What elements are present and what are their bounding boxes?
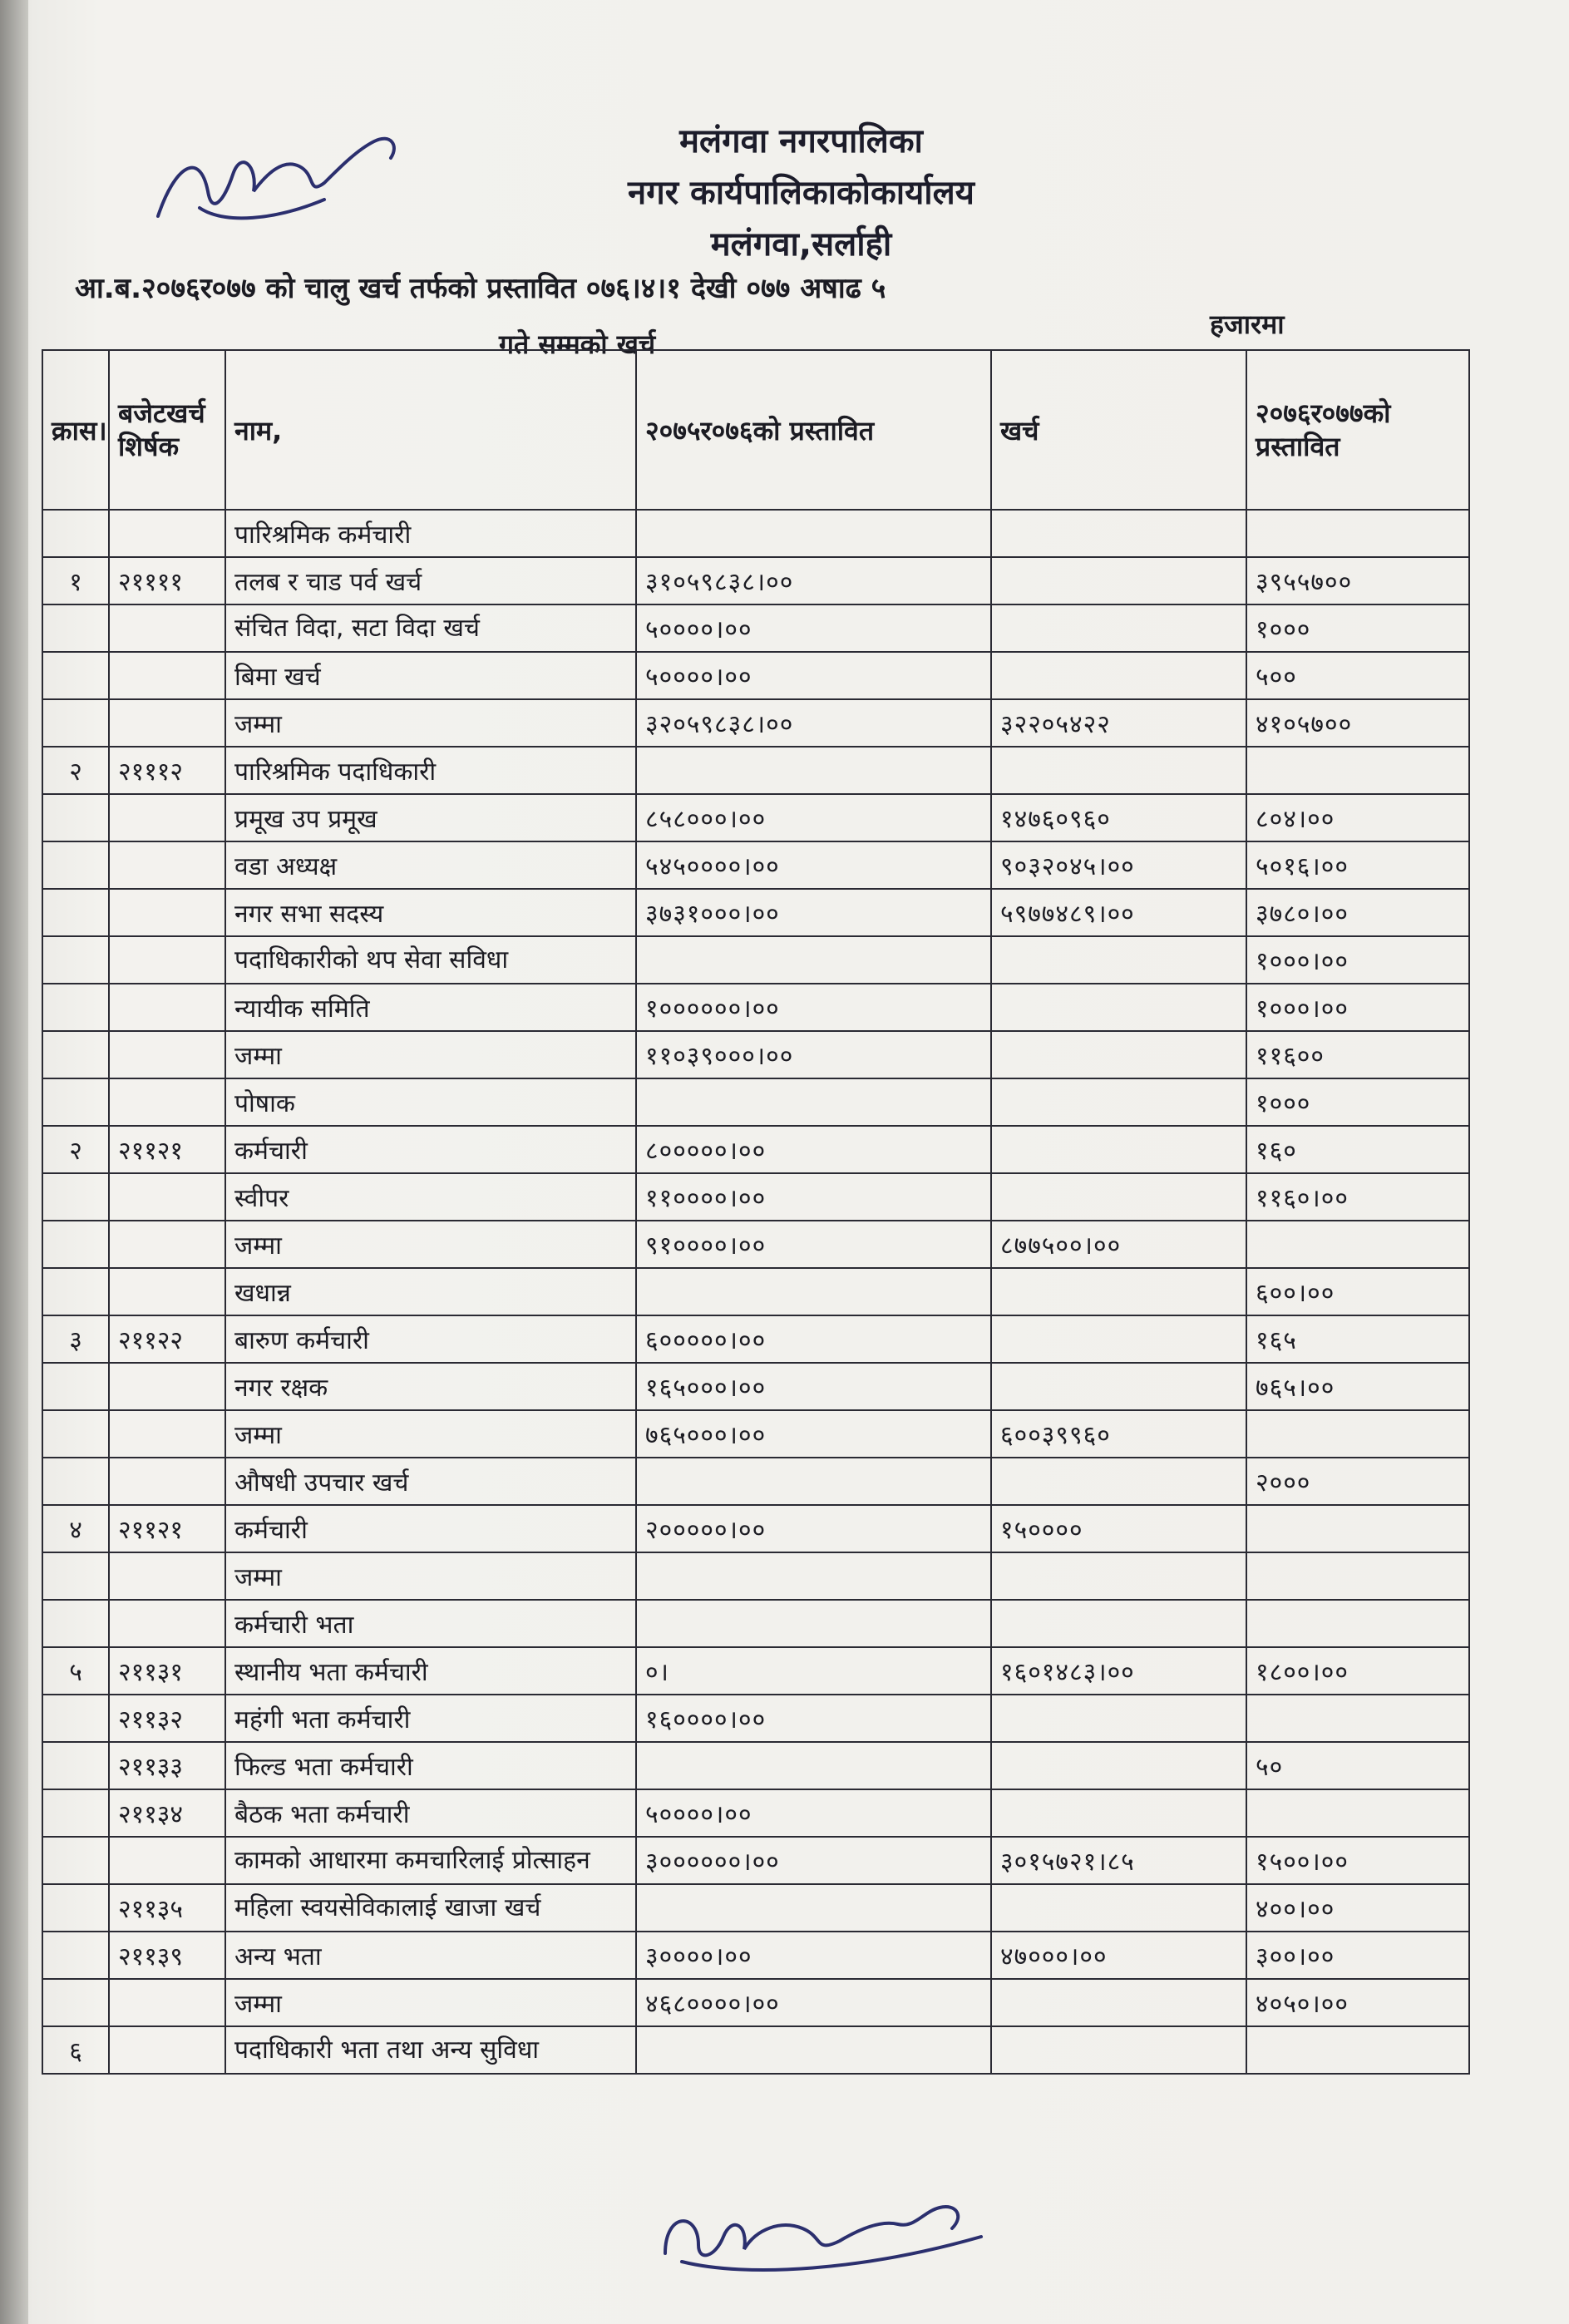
cell-prev: ३७३१०००।००	[636, 889, 991, 936]
cell-prop	[1246, 747, 1469, 794]
cell-prop	[1246, 1221, 1469, 1268]
cell-prop: १०००	[1246, 1078, 1469, 1126]
cell-krama	[42, 889, 109, 936]
municipality-name: मलंगवा नगरपालिका	[679, 122, 923, 160]
cell-krama	[42, 1932, 109, 1979]
cell-name: कर्मचारी भता	[225, 1600, 636, 1647]
cell-name: बिमा खर्च	[225, 652, 636, 699]
cell-prev: ८५८०००।००	[636, 794, 991, 841]
cell-prev: ५००००।००	[636, 604, 991, 652]
cell-code	[109, 841, 225, 889]
cell-name: वडा अध्यक्ष	[225, 841, 636, 889]
cell-prop	[1246, 1600, 1469, 1647]
cell-name: नगर रक्षक	[225, 1363, 636, 1410]
cell-prev	[636, 1458, 991, 1505]
cell-krama	[42, 1789, 109, 1837]
cell-name: खधान्न	[225, 1268, 636, 1315]
table-row	[42, 1647, 1469, 1695]
table-row	[42, 1268, 1469, 1315]
cell-prop: ३९५५७००	[1246, 557, 1469, 604]
cell-code: २११२२	[109, 1315, 225, 1363]
cell-prop	[1246, 1410, 1469, 1458]
cell-prop: ११६००	[1246, 1031, 1469, 1078]
cell-prev: ६०००००।००	[636, 1315, 991, 1363]
cell-prop: १०००।००	[1246, 984, 1469, 1031]
cell-exp	[991, 1268, 1246, 1315]
cell-code	[109, 1221, 225, 1268]
cell-exp: ९०३२०४५।००	[991, 841, 1246, 889]
cell-krama	[42, 1742, 109, 1789]
cell-prop	[1246, 1695, 1469, 1742]
cell-prop	[1246, 1789, 1469, 1837]
cell-prev	[636, 510, 991, 557]
cell-prop: ५००	[1246, 652, 1469, 699]
cell-prop	[1246, 510, 1469, 557]
cell-prev: २०००००।००	[636, 1505, 991, 1552]
cell-prev: ४६८००००।००	[636, 1979, 991, 2026]
cell-krama	[42, 604, 109, 652]
unit-label: हजारमा	[1210, 308, 1285, 340]
header-krama: क्रास।	[42, 350, 109, 510]
table-row	[42, 1363, 1469, 1410]
cell-krama	[42, 984, 109, 1031]
cell-name: स्थानीय भता कर्मचारी	[225, 1647, 636, 1695]
cell-krama	[42, 1458, 109, 1505]
cell-code	[109, 699, 225, 747]
cell-code	[109, 1410, 225, 1458]
cell-krama	[42, 1410, 109, 1458]
cell-krama	[42, 510, 109, 557]
table-row	[42, 1458, 1469, 1505]
cell-exp: ३०१५७२१।८५	[991, 1837, 1246, 1884]
cell-prev: ८०००००।००	[636, 1126, 991, 1173]
cell-name: महिला स्वयसेविकालाई खाजा खर्च	[225, 1884, 636, 1932]
cell-code: २११११	[109, 557, 225, 604]
cell-exp	[991, 1552, 1246, 1600]
table-row	[42, 1126, 1469, 1173]
cell-prev: १६५०००।००	[636, 1363, 991, 1410]
cell-krama	[42, 699, 109, 747]
table-row	[42, 747, 1469, 794]
cell-prev	[636, 1078, 991, 1126]
table-row	[42, 889, 1469, 936]
cell-krama	[42, 841, 109, 889]
table-row	[42, 1552, 1469, 1600]
table-row	[42, 1173, 1469, 1221]
cell-krama	[42, 1979, 109, 2026]
table-row	[42, 936, 1469, 984]
cell-exp	[991, 984, 1246, 1031]
cell-name: तलब र चाड पर्व खर्च	[225, 557, 636, 604]
cell-code: २११३१	[109, 1647, 225, 1695]
cell-code	[109, 1979, 225, 2026]
cell-krama	[42, 936, 109, 984]
cell-prev: ५४५००००।००	[636, 841, 991, 889]
cell-krama	[42, 794, 109, 841]
cell-exp	[991, 1695, 1246, 1742]
cell-prop: ४००।००	[1246, 1884, 1469, 1932]
cell-krama: २	[42, 1126, 109, 1173]
table-row	[42, 1979, 1469, 2026]
cell-exp	[991, 1742, 1246, 1789]
location-name: मलंगवा,सर्लाही	[710, 225, 892, 264]
cell-exp	[991, 1979, 1246, 2026]
cell-name: पारिश्रमिक कर्मचारी	[225, 510, 636, 557]
table-row	[42, 699, 1469, 747]
table-row	[42, 794, 1469, 841]
cell-code	[109, 604, 225, 652]
cell-code	[109, 652, 225, 699]
cell-exp: १६०१४८३।००	[991, 1647, 1246, 1695]
cell-prev: ३००००।००	[636, 1932, 991, 1979]
cell-exp	[991, 1126, 1246, 1173]
cell-prev: ९१००००।००	[636, 1221, 991, 1268]
cell-name: बैठक भता कर्मचारी	[225, 1789, 636, 1837]
cell-name: कामको आधारमा कमचारिलाई प्रोत्साहन	[225, 1837, 636, 1884]
cell-krama	[42, 1268, 109, 1315]
cell-exp	[991, 1789, 1246, 1837]
cell-prop: १८००।००	[1246, 1647, 1469, 1695]
table-row	[42, 1221, 1469, 1268]
cell-prev: ११०३९०००।००	[636, 1031, 991, 1078]
cell-exp: १४७६०९६०	[991, 794, 1246, 841]
cell-exp	[991, 1078, 1246, 1126]
cell-krama: ६	[42, 2026, 109, 2074]
cell-prop: ५०	[1246, 1742, 1469, 1789]
cell-exp	[991, 936, 1246, 984]
cell-exp: ५९७७४८९।००	[991, 889, 1246, 936]
cell-code	[109, 2026, 225, 2074]
cell-name: न्यायीक समिति	[225, 984, 636, 1031]
cell-name: फिल्ड भता कर्मचारी	[225, 1742, 636, 1789]
cell-code	[109, 936, 225, 984]
header-prev: २०७५र०७६को प्रस्तावित	[636, 350, 991, 510]
cell-prop: १६०	[1246, 1126, 1469, 1173]
cell-name: पदाधिकारी भता तथा अन्य सुविधा	[225, 2026, 636, 2074]
table-row	[42, 1410, 1469, 1458]
cell-code	[109, 1552, 225, 1600]
table-row	[42, 1031, 1469, 1078]
cell-code	[109, 1173, 225, 1221]
table-row	[42, 604, 1469, 652]
cell-krama	[42, 1078, 109, 1126]
header-code: बजेटखर्च शिर्षक	[109, 350, 225, 510]
cell-name: औषधी उपचार खर्च	[225, 1458, 636, 1505]
header-name: नाम,	[225, 350, 636, 510]
cell-krama	[42, 1552, 109, 1600]
cell-prop: ३७८०।००	[1246, 889, 1469, 936]
cell-exp	[991, 1600, 1246, 1647]
cell-prev: १६००००।००	[636, 1695, 991, 1742]
cell-prop	[1246, 1552, 1469, 1600]
table-row	[42, 1884, 1469, 1932]
cell-exp	[991, 1315, 1246, 1363]
table-row	[42, 1078, 1469, 1126]
cell-krama	[42, 1031, 109, 1078]
cell-exp	[991, 1031, 1246, 1078]
cell-prop: १५००।००	[1246, 1837, 1469, 1884]
cell-prev: ३००००००।००	[636, 1837, 991, 1884]
cell-prop: ४०५०।००	[1246, 1979, 1469, 2026]
cell-krama	[42, 1695, 109, 1742]
cell-prev	[636, 1552, 991, 1600]
cell-code: २११३९	[109, 1932, 225, 1979]
cell-name: स्वीपर	[225, 1173, 636, 1221]
cell-name: पदाधिकारीको थप सेवा सविधा	[225, 936, 636, 984]
cell-krama: १	[42, 557, 109, 604]
cell-prop: २०००	[1246, 1458, 1469, 1505]
table-row	[42, 1932, 1469, 1979]
table-row	[42, 1789, 1469, 1837]
cell-prev: ५००००।००	[636, 652, 991, 699]
cell-name: जम्मा	[225, 699, 636, 747]
cell-krama: २	[42, 747, 109, 794]
cell-name: संचित विदा, सटा विदा खर्च	[225, 604, 636, 652]
cell-prop: १०००	[1246, 604, 1469, 652]
cell-exp	[991, 1884, 1246, 1932]
cell-krama	[42, 1173, 109, 1221]
cell-prev	[636, 1600, 991, 1647]
cell-name: पोषाक	[225, 1078, 636, 1126]
cell-exp: ८७७५००।००	[991, 1221, 1246, 1268]
cell-exp	[991, 1363, 1246, 1410]
cell-exp	[991, 604, 1246, 652]
table-row	[42, 841, 1469, 889]
cell-prop: ५०१६।००	[1246, 841, 1469, 889]
cell-krama: ५	[42, 1647, 109, 1695]
cell-prop: ३००।००	[1246, 1932, 1469, 1979]
cell-krama	[42, 1363, 109, 1410]
cell-code	[109, 794, 225, 841]
cell-code	[109, 1363, 225, 1410]
cell-name: महंगी भता कर्मचारी	[225, 1695, 636, 1742]
cell-prev	[636, 747, 991, 794]
cell-krama: ४	[42, 1505, 109, 1552]
cell-exp: ६००३९९६०	[991, 1410, 1246, 1458]
table-row	[42, 652, 1469, 699]
cell-code	[109, 510, 225, 557]
table-row	[42, 1837, 1469, 1884]
cell-code	[109, 889, 225, 936]
cell-exp	[991, 1173, 1246, 1221]
cell-prev: ०।	[636, 1647, 991, 1695]
table-row	[42, 1695, 1469, 1742]
cell-prev	[636, 1742, 991, 1789]
table-row	[42, 510, 1469, 557]
table-row	[42, 1315, 1469, 1363]
cell-krama	[42, 1884, 109, 1932]
table-row	[42, 2026, 1469, 2074]
table-row	[42, 984, 1469, 1031]
cell-name: अन्य भता	[225, 1932, 636, 1979]
cell-prev: ११००००।००	[636, 1173, 991, 1221]
cell-prev: ७६५०००।००	[636, 1410, 991, 1458]
cell-exp	[991, 1458, 1246, 1505]
cell-prev: ५००००।००	[636, 1789, 991, 1837]
budget-table-body	[42, 510, 1469, 2074]
cell-exp	[991, 557, 1246, 604]
cell-prop: ११६०।००	[1246, 1173, 1469, 1221]
report-subtitle-cont: गते सम्मको खर्च	[499, 328, 656, 360]
cell-code	[109, 1031, 225, 1078]
cell-exp	[991, 2026, 1246, 2074]
cell-prop: १०००।००	[1246, 936, 1469, 984]
cell-exp: ४७०००।००	[991, 1932, 1246, 1979]
report-subtitle: आ.ब.२०७६र०७७ को चालु खर्च तर्फको प्रस्तावित ०७६।४।१ देखी ०७७ अषाढ ५	[75, 272, 886, 305]
cell-name: कर्मचारी	[225, 1126, 636, 1173]
cell-code	[109, 1268, 225, 1315]
cell-code	[109, 984, 225, 1031]
table-header-row	[42, 350, 1469, 510]
table-row	[42, 1600, 1469, 1647]
cell-name: पारिश्रमिक पदाधिकारी	[225, 747, 636, 794]
table-row	[42, 1505, 1469, 1552]
cell-name: जम्मा	[225, 1221, 636, 1268]
cell-prop: ६००।००	[1246, 1268, 1469, 1315]
cell-prev	[636, 1884, 991, 1932]
cell-name: प्रमूख उप प्रमूख	[225, 794, 636, 841]
cell-prop	[1246, 2026, 1469, 2074]
cell-exp: ३२२०५४२२	[991, 699, 1246, 747]
cell-code	[109, 1600, 225, 1647]
cell-prev	[636, 2026, 991, 2074]
cell-krama	[42, 1837, 109, 1884]
cell-name: जम्मा	[225, 1552, 636, 1600]
cell-name: कर्मचारी	[225, 1505, 636, 1552]
cell-prev	[636, 1268, 991, 1315]
cell-code: २११३२	[109, 1695, 225, 1742]
cell-code	[109, 1458, 225, 1505]
cell-code: २१११२	[109, 747, 225, 794]
table-row	[42, 1742, 1469, 1789]
cell-name: बारुण कर्मचारी	[225, 1315, 636, 1363]
cell-prev: ३२०५९८३८।००	[636, 699, 991, 747]
cell-exp	[991, 747, 1246, 794]
header-exp: खर्च	[991, 350, 1246, 510]
cell-code	[109, 1837, 225, 1884]
cell-krama	[42, 1600, 109, 1647]
office-name: नगर कार्यपालिकाकोकार्यालय	[628, 174, 974, 212]
binding-shadow	[0, 0, 28, 2324]
cell-name: नगर सभा सदस्य	[225, 889, 636, 936]
cell-prop: ७६५।००	[1246, 1363, 1469, 1410]
cell-prop: ४१०५७००	[1246, 699, 1469, 747]
cell-code: २११३३	[109, 1742, 225, 1789]
cell-prop: १६५	[1246, 1315, 1469, 1363]
cell-exp	[991, 652, 1246, 699]
cell-name: जम्मा	[225, 1410, 636, 1458]
header-prop: २०७६र०७७को प्रस्तावित	[1246, 350, 1469, 510]
budget-table	[42, 349, 1470, 2075]
cell-exp	[991, 510, 1246, 557]
table-row	[42, 557, 1469, 604]
cell-name: जम्मा	[225, 1031, 636, 1078]
cell-name: जम्मा	[225, 1979, 636, 2026]
cell-code: २११३४	[109, 1789, 225, 1837]
cell-prev: ३१०५९८३८।००	[636, 557, 991, 604]
cell-exp: १५००००	[991, 1505, 1246, 1552]
cell-krama	[42, 1221, 109, 1268]
cell-krama: ३	[42, 1315, 109, 1363]
cell-prev: १००००००।००	[636, 984, 991, 1031]
cell-code	[109, 1078, 225, 1126]
cell-prev	[636, 936, 991, 984]
cell-krama	[42, 652, 109, 699]
cell-code: २११३५	[109, 1884, 225, 1932]
signature-bottom	[649, 2178, 1006, 2287]
cell-code: २११२१	[109, 1126, 225, 1173]
cell-code: २११२१	[109, 1505, 225, 1552]
cell-prop: ८०४।००	[1246, 794, 1469, 841]
cell-prop	[1246, 1505, 1469, 1552]
